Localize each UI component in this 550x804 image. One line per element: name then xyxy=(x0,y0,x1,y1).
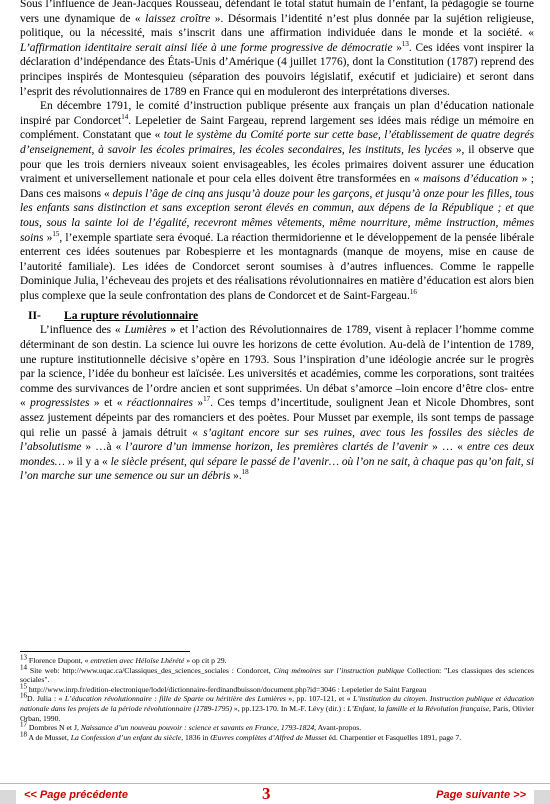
footnotes xyxy=(20,653,535,742)
footnote-14: $^{14}$ Site web: http://www.uqac.ca/Classiques_des_sciences_sociales : Condorcet, Cinq mémoires sur l’instruction publique Collection: "Les classiques des sciences sociales". xyxy=(20,663,534,685)
paragraph-condorcet: En décembre 1791, le comité d’instruction publique présente aux français un plan d’éducation nationale inspiré par Condorcet$^{14}$. Lepeletier de Saint Fargeau, reprend largement ses idées mais rédige un mémoire en complément. Constatant que « tout le système du Comité porte sur cette base, l’établissement de quatre degrés d’enseignement, à savoir les écoles primaires, les écoles secondaires, les instituts, les lycées », il observe que pour que les trois derniers niveaux soient envisageables, les écoles primaires doivent assurer une éducation vraiment et universellement nationale et pour cela elles doivent être transformées en « maisons d’éducation » ; Dans ces maisons « depuis l’âge de cinq ans jusqu’à douze pour les garçons, et jusqu’à onze pour les filles, tous les enfants sans distinction et sans exception seront élevés en commun, aux dépens de la République ; et que tous, sous la sainte loi de l’égalité, recevront mêmes vêtements, même nourriture, même instruction, mêmes soins »$^{15}$, l’exemple spartiate sera évoqué. La réaction thermidorienne et le développement de la pensée libérale enterrent ces idées soutenues par Robespierre et les montagnards (manque de moyens, mise en cause de l’autorité familiale). Les idées de Condorcet seront soumises à d’autres influences. Comme le rappelle Dominique Julia, l’écheveau des projets et des réalisations révolutionnaires en matière d’éducation est alors bien plus complexe que la seule confrontation des plans de Condorcet et de Saint-Fargeau.$^{16}$ xyxy=(20,100,534,302)
footnote-17: $^{17}$ Dombres N et J, Naissance d’un nouveau pouvoir : science et savants en France, 1793-1824, Avant-propos. xyxy=(20,720,362,733)
next-page-link[interactable]: Page suivante >> xyxy=(436,789,526,801)
paragraph-lumieres: L’influence des « Lumières » et l’action des Révolutionnaires de 1789, visent à replacer l’homme comme déterminant de son destin. La science lui ouvre les horizons de cette évolution. Au-delà de l’intention de 1789, une rupture institutionnelle décisive s’opère en 1793. Sous l’inspiration d’une idéologie ancrée sur le progrès par la science, l’idée du bonheur est laïcisée. Les universités et académies, comme les corporations, sont traitées comme des survivances de l’ordre ancien et sont supprimées. Un débat s’amorce –loin encore d’être clos- entre « progressistes » et « réactionnaires »$^{17}$. Ces temps d’incertitude, soulignent Jean et Nicole Dhombres, sont assez justement dépeints par des romanciers et des poètes. Pour Musset par exemple, ils sont temps de passage qui relie un passé à jamais détruit « s’agitant encore sur ses ruines, avec tous les fossiles des siècles de l’absolutisme » …à « l’aurore d’un immense horizon, les premières clartés de l’avenir » … « entre ces deux mondes… » il y a « le siècle présent, qui sépare le passé de l’avenir… où l’on ne sait, à chaque pas qu’on fait, si l’on marche sur une semence ou sur un débris ».$^{18}$ xyxy=(20,324,535,483)
section-number: II- xyxy=(28,309,41,323)
corner-tab-right xyxy=(534,790,550,804)
footnote-18: $^{18}$ A de Musset, La Confession d’un enfant du siècle, 1836 in Œuvres complètes d’Alfred de Musset éd. Charpentier et Fasquelles 1891, page 7. xyxy=(20,730,462,742)
footnote-separator xyxy=(20,651,190,652)
corner-tab-left xyxy=(0,790,16,804)
footnote-16: $^{16}$D. Julia : « L’éducation révolutionnaire : fille de Sparte ou héritière des Lumières », pp. 107-121, et « L’institution du citoyen. Instruction publique et éducation nationale dans les projets de la période révolutionnaire (1789-1795) », pp.123-170. In M.-F. Lévy (dir.) : L’Enfant, la famille et la Révolution française, Paris, Olivier Orban, 1990. xyxy=(20,691,535,723)
previous-page-link[interactable]: << Page précédente xyxy=(24,789,128,801)
nav-separator xyxy=(0,783,550,784)
document-body xyxy=(20,0,534,484)
page-navigation xyxy=(0,786,550,804)
section-heading xyxy=(28,309,534,322)
section-title: La rupture révolutionnaire xyxy=(64,309,199,323)
page-number: 3 xyxy=(262,784,271,803)
paragraph-rousseau: Sous l’influence de Jean-Jacques Rousseau, défendant le total statut humain de l’enfant, la pédagogie se tourne vers une dynamique de « laissez croître ». Désormais l’identité n’est plus donnée par la sujétion religieuse, politique, ou la nécessité, mais s’inscrit dans une affirmation individuée dans le monde et la société. « L’affirmation identitaire serait ainsi liée à une forme progressive de démocratie »$^{13}$. Ces idées vont inspirer la déclaration d’indépendance des États-Unis d’Amérique (4 juillet 1776), dont la Constitution (1787) reprend des principes inspirés de Montesquieu (séparation des pouvoirs législatif, exécutif et judiciaire) et seront dans l’esprit des révolutionnaires de 1789 en France qui en moduleront des interprétations diverses. xyxy=(20,0,535,98)
footnote-15: $^{15}$ http://www.inrp.fr/edition-electronique/lodel/dictionnaire-ferdinandbuisson/document.php?id=3046 : Lepeletier de Saint Fargeau xyxy=(20,682,427,694)
footnote-13: $^{13}$ Florence Dupont, « entretien avec Héloïse Lhérété » op cit p 29. xyxy=(20,653,227,665)
